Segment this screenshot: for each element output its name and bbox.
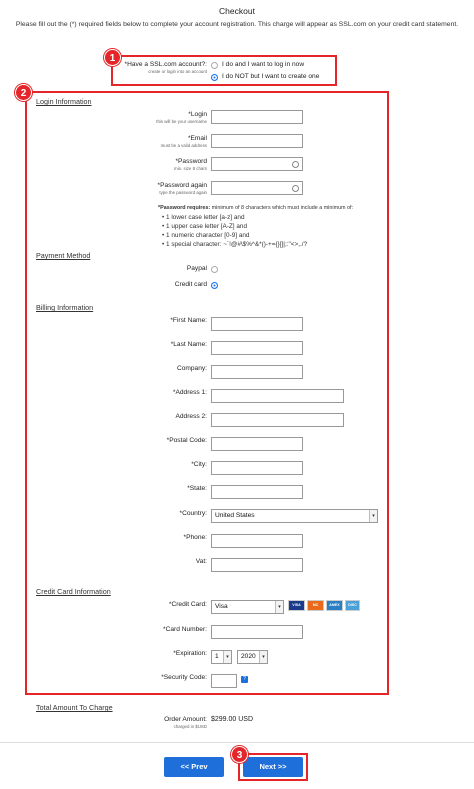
postal-code-input[interactable]	[211, 437, 303, 451]
password-label: *Password	[175, 158, 207, 165]
postal-code-label: *Postal Code:	[166, 437, 207, 444]
address2-input[interactable]	[211, 413, 344, 427]
expiration-month-value: 1	[215, 653, 219, 660]
expiration-year-value: 2020	[241, 653, 256, 660]
security-code-input[interactable]	[211, 674, 237, 688]
vat-input[interactable]	[211, 558, 303, 572]
security-code-label: *Security Code:	[161, 674, 207, 681]
first-name-input[interactable]	[211, 317, 303, 331]
billing-section-title: Billing Information	[36, 303, 94, 312]
email-input[interactable]	[211, 134, 303, 148]
address1-input[interactable]	[211, 389, 344, 403]
password-requirements-title: *Password requires:	[158, 205, 211, 211]
chevron-down-icon: ▾	[259, 651, 267, 663]
address1-label: *Address 1:	[172, 389, 207, 396]
credit-card-label[interactable]: Credit card	[174, 281, 207, 288]
expiration-month-select[interactable]	[211, 650, 232, 664]
state-label: *State:	[187, 485, 207, 492]
order-amount-sublabel: charged in $USD	[173, 724, 207, 729]
expiration-year-select[interactable]	[237, 650, 268, 664]
payment-section-title: Payment Method	[36, 251, 91, 260]
company-input[interactable]	[211, 365, 303, 379]
account-create-option-label[interactable]: I do NOT but I want to create one	[222, 73, 320, 80]
order-amount-value: $299.00 USD	[211, 716, 254, 723]
card-number-label: *Card Number:	[163, 626, 207, 633]
card-number-input[interactable]	[211, 625, 303, 639]
city-input[interactable]	[211, 461, 303, 475]
card-type-label: *Credit Card:	[168, 601, 207, 608]
login-sublabel: this will be your username	[156, 119, 207, 124]
password-again-label: *Password again	[157, 182, 207, 189]
password-requirement-item: • 1 numeric character [0-9] and	[162, 231, 250, 239]
account-login-radio[interactable]	[211, 62, 218, 69]
total-section-title: Total Amount To Charge	[36, 703, 113, 712]
amex-logo-icon: AMEX	[326, 600, 343, 611]
email-sublabel: must be a valid address	[160, 143, 207, 148]
password-sublabel: min. size 8 chars	[174, 166, 207, 171]
annotation-marker-1: 1	[104, 49, 121, 66]
password-input[interactable]	[211, 157, 303, 171]
password-reveal-icon[interactable]	[292, 161, 299, 168]
password-requirements	[158, 205, 386, 249]
city-label: *City:	[191, 461, 207, 468]
email-label: *Email	[187, 135, 207, 142]
credit-card-radio[interactable]	[211, 282, 218, 289]
next-button[interactable]: Next >>	[243, 757, 303, 777]
intro-text: Please fill out the (*) required fields below to complete your account registration. This charge will appear as SSL.com on your credit card statement.	[15, 21, 459, 28]
discover-logo-icon: DISC	[345, 600, 360, 611]
vat-label: Vat:	[195, 558, 207, 565]
login-section-title: Login Information	[36, 97, 92, 106]
company-label: Company:	[176, 365, 207, 372]
visa-logo-icon: VISA	[288, 600, 305, 611]
password-again-reveal-icon[interactable]	[292, 185, 299, 192]
order-amount-label: Order Amount:	[164, 716, 207, 723]
credit-card-section-title: Credit Card Information	[36, 587, 111, 596]
country-label: *Country:	[179, 510, 207, 517]
password-requirement-item: • 1 lower case letter [a-z] and	[162, 213, 245, 221]
state-input[interactable]	[211, 485, 303, 499]
account-question-label: *Have a SSL.com account?:	[124, 61, 207, 68]
chevron-down-icon: ▾	[369, 510, 377, 522]
country-select[interactable]	[211, 509, 378, 523]
annotation-marker-2: 2	[15, 84, 32, 101]
card-type-select[interactable]	[211, 600, 284, 614]
page-title: Checkout	[219, 6, 255, 16]
account-create-radio[interactable]	[211, 74, 218, 81]
expiration-label: *Expiration:	[173, 650, 207, 657]
address2-label: Address 2:	[175, 413, 207, 420]
login-label: *Login	[188, 111, 207, 118]
password-requirement-item: • 1 special character: ~`!@#\$%^&*()-+={}[]|;:"<>,./?	[162, 240, 308, 248]
paypal-label[interactable]: Paypal	[186, 265, 207, 272]
account-login-option-label[interactable]: I do and I want to log in now	[222, 61, 305, 68]
card-type-select-value: Visa	[215, 603, 228, 610]
security-code-help-icon[interactable]: ?	[241, 676, 248, 683]
login-input[interactable]	[211, 110, 303, 124]
password-again-sublabel: type the password again	[159, 190, 207, 195]
last-name-label: *Last Name:	[170, 341, 207, 348]
paypal-radio[interactable]	[211, 266, 218, 273]
account-question-sublabel: create or login into an account	[148, 69, 207, 74]
footer-divider	[0, 742, 474, 743]
last-name-input[interactable]	[211, 341, 303, 355]
phone-input[interactable]	[211, 534, 303, 548]
password-requirement-item: • 1 upper case letter [A-Z] and	[162, 222, 248, 230]
country-select-value: United States	[215, 512, 255, 519]
chevron-down-icon: ▾	[275, 601, 283, 613]
mastercard-logo-icon: MC	[307, 600, 324, 611]
password-again-input[interactable]	[211, 181, 303, 195]
password-requirements-intro: minimum of 8 characters which must include a minimum of:	[211, 205, 354, 211]
account-question-highlight	[111, 55, 337, 86]
phone-label: *Phone:	[183, 534, 207, 541]
prev-button[interactable]: << Prev	[164, 757, 224, 777]
first-name-label: *First Name:	[170, 317, 207, 324]
annotation-marker-3: 3	[231, 746, 248, 763]
chevron-down-icon: ▾	[223, 651, 231, 663]
